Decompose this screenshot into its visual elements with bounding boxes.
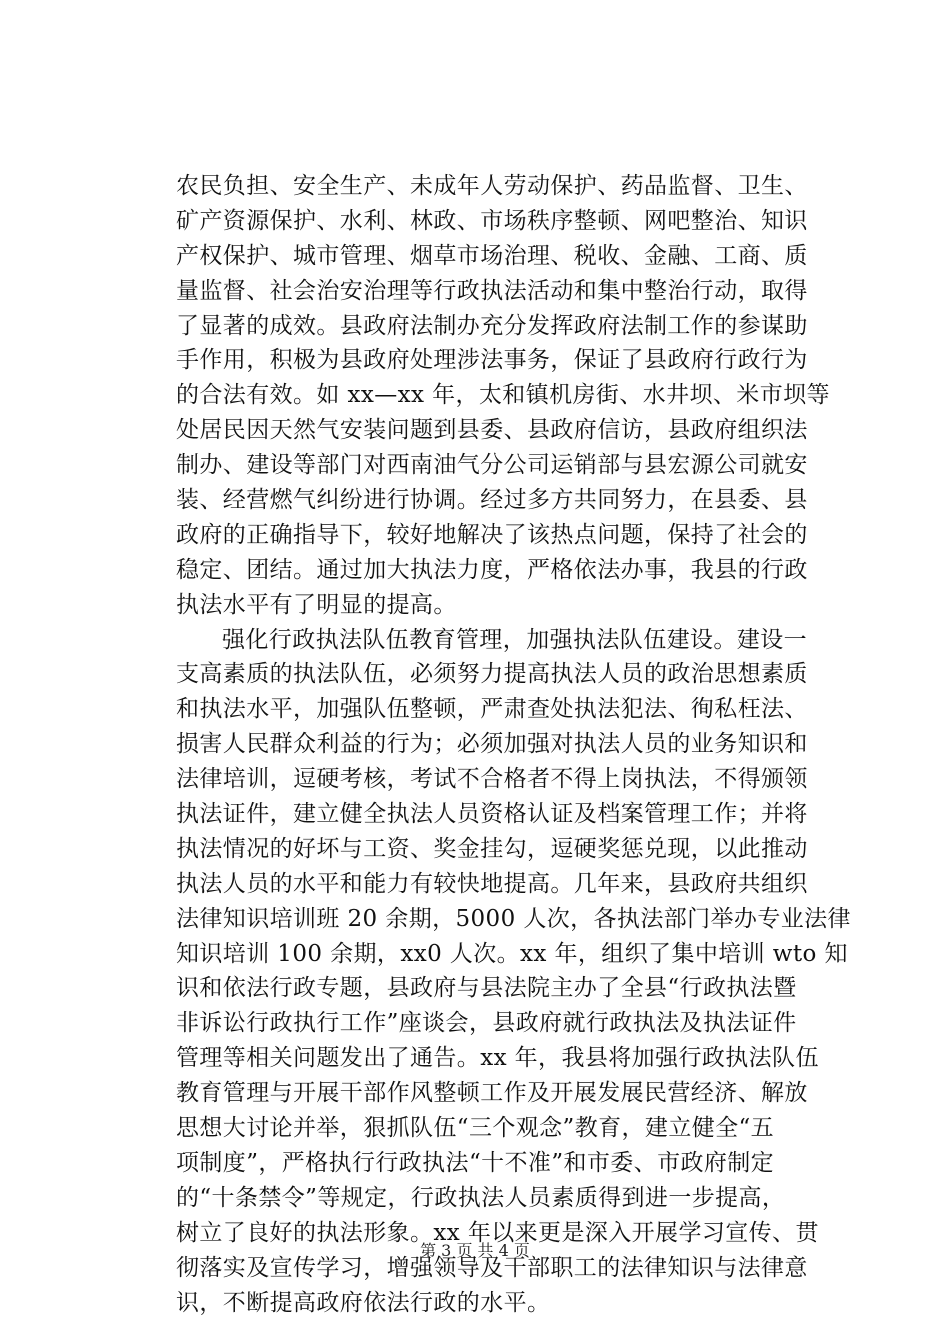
text-line: 矿产资源保护、水利、林政、市场秩序整顿、网吧整治、知识	[176, 207, 808, 234]
text-line: 了显著的成效。县政府法制办充分发挥政府法制工作的参谋助	[176, 312, 808, 339]
text-line: 识和依法行政专题，县政府与县法院主办了全县“行政执法暨	[176, 975, 797, 1002]
page-footer: 第 3 页 共 4 页	[420, 1241, 530, 1260]
text-line: 彻落实及宣传学习，增强领导及干部职工的法律知识与法律意	[176, 1254, 808, 1281]
text-line: 手作用，积极为县政府处理涉法事务，保证了县政府行政行为	[176, 347, 808, 374]
text-line: 损害人民群众利益的行为；必须加强对执法人员的业务知识和	[176, 731, 808, 758]
text-line: 法律知识培训班 20 余期，5000 人次，各执法部门举办专业法律	[176, 905, 851, 932]
text-line: 执法情况的好坏与工资、奖金挂勾，逗硬奖惩兑现，以此推动	[176, 835, 808, 862]
text-line: 处居民因天然气安装问题到县委、县政府信访，县政府组织法	[176, 417, 808, 444]
text-line: 制办、建设等部门对西南油气分公司运销部与县宏源公司就安	[176, 452, 808, 479]
paragraph-first-line: 强化行政执法队伍教育管理，加强执法队伍建设。建设一	[222, 626, 807, 653]
text-line: 教育管理与开展干部作风整顿工作及开展发展民营经济、解放	[176, 1080, 808, 1107]
text-line: 项制度”，严格执行行政执法“十不准”和市委、市政府制定	[176, 1149, 775, 1176]
text-line: 树立了良好的执法形象。xx 年以来更是深入开展学习宣传、贯	[176, 1219, 819, 1246]
text-line: 管理等相关问题发出了通告。xx 年，我县将加强行政执法队伍	[176, 1045, 819, 1072]
text-line: 非诉讼行政执行工作”座谈会，县政府就行政执法及执法证件	[176, 1010, 797, 1037]
text-line: 产权保护、城市管理、烟草市场治理、税收、金融、工商、质	[176, 242, 808, 269]
body-text	[176, 169, 851, 1320]
text-line: 法律培训，逗硬考核，考试不合格者不得上岗执法，不得颁领	[176, 766, 808, 793]
text-line: 的合法有效。如 xx—xx 年，太和镇机房街、水井坝、米市坝等	[176, 382, 830, 409]
text-line: 知识培训 100 余期，xx0 人次。xx 年，组织了集中培训 wto 知	[176, 940, 848, 967]
text-line: 量监督、社会治安治理等行政执法活动和集中整治行动，取得	[176, 277, 808, 304]
text-line: 支高素质的执法队伍，必须努力提高执法人员的政治思想素质	[176, 661, 808, 688]
text-line: 执法证件，建立健全执法人员资格认证及档案管理工作；并将	[176, 801, 808, 828]
text-line: 农民负担、安全生产、未成年人劳动保护、药品监督、卫生、	[176, 173, 808, 199]
text-line: 执法人员的水平和能力有较快地提高。几年来，县政府共组织	[176, 870, 808, 897]
text-line: 执法水平有了明显的提高。	[176, 591, 457, 618]
text-line: 思想大讨论并举，狠抓队伍“三个观念”教育，建立健全“五	[176, 1115, 775, 1142]
text-line: 稳定、团结。通过加大执法力度，严格依法办事，我县的行政	[176, 556, 808, 583]
text-line: 政府的正确指导下，较好地解决了该热点问题，保持了社会的	[176, 521, 808, 548]
text-line: 和执法水平，加强队伍整顿，严肃查处执法犯法、徇私枉法、	[176, 696, 808, 723]
text-line: 装、经营燃气纠纷进行协调。经过多方共同努力，在县委、县	[176, 487, 808, 514]
text-line: 识，不断提高政府依法行政的水平。	[176, 1289, 551, 1316]
text-line: 的“十条禁令”等规定，行政执法人员素质得到进一步提高，	[176, 1184, 786, 1211]
